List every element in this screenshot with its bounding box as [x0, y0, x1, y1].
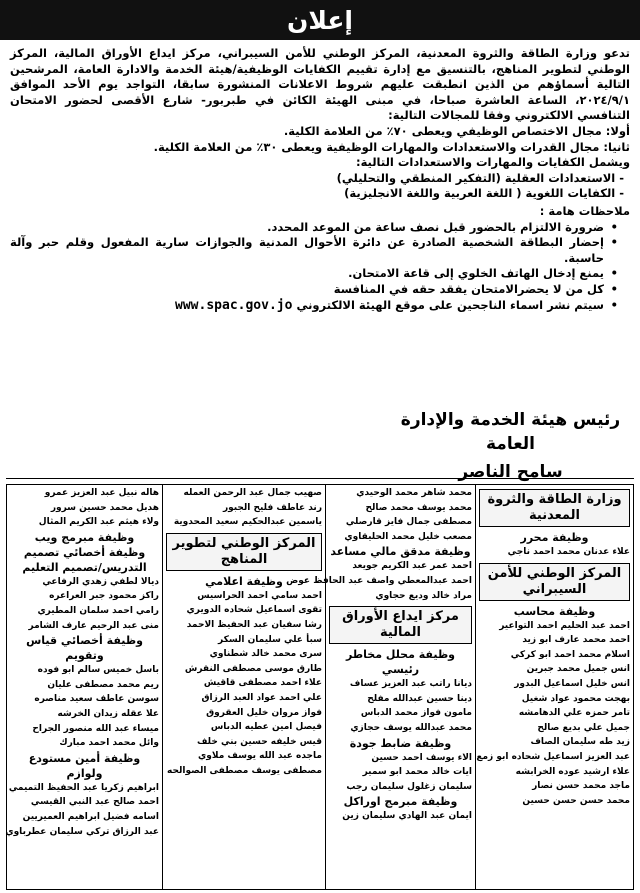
list-item: احمد عمر عبد الكريم جويعد: [352, 561, 472, 572]
list-item: علاء احمد مصطفى قاقيش: [203, 678, 322, 689]
list-item: جميل علي بديع صالح: [537, 722, 630, 733]
list-item: مامون فواز محمد الدباس: [360, 708, 472, 719]
signature-title: رئيس هيئة الخدمة والإدارة العامة: [400, 410, 621, 454]
list-item: قيس خليفه حسين بني خلف: [196, 736, 322, 747]
list-item: تامر حمزه علي الدهامشه: [518, 708, 630, 719]
list-item: ديانا راتب عبد العزيز عساف: [349, 679, 472, 690]
list-item: انس خليل اسماعيل البدور: [514, 678, 630, 689]
column-securities: [286, 485, 475, 889]
list-item: انس جميل محمد جبرين: [526, 664, 630, 675]
list-item: اسامه فضيل ابراهيم العميريين: [22, 811, 159, 822]
column-energy-cyber: [475, 485, 633, 889]
list-item: بهجت محمود عواد شغيل: [521, 693, 630, 704]
list-item: سبأ علي سليمان السكر: [218, 634, 322, 645]
list-item: ياسمين عبدالحكيم سعيد المحدوية: [173, 517, 322, 528]
list-item: منى عبد الرحيم عارف الشامر: [28, 620, 159, 631]
field-one: أولا: مجال الاختصاص الوظيفي ويعطى ٧٠٪ من العلامة الكلية.: [283, 123, 630, 138]
list-item: طارق موسى مصطفى النقرش: [184, 663, 322, 674]
announcement-body: [0, 40, 640, 313]
website-link[interactable]: www.spac.gov.jo: [175, 297, 293, 313]
intro-paragraph: تدعو وزارة الطاقة والثروة المعدنية، المركز الوطني للأمن السيبراني، مركز ايداع الأوراق المالية، المركز الوطني لتطوير المناهج، بالتنسيق مع إدارة تقييم الكفايات الوظيفية/هيئة الخدمة والادارة العامة، المرشحين التالية أسماؤهم من الذين انطبقت عليهم شروط الاعلانات المنشورة سابقا، التواجد يوم الأحد الموافق ٢٠٢٤/٩/١، الساعة العاشرة صباحا، في مبنى الهيئة الكائن في طبربور- شارع الأقصى لحضور الامتحان التنافسي الالكتروني وفقا للمجالات التالية:: [10, 46, 630, 123]
list-item: تقوى اسماعيل شحاده الدويري: [186, 605, 322, 616]
org-header-energy: وزارة الطاقة والثروة المعدنية: [479, 489, 630, 527]
title-bar: [0, 0, 640, 40]
notes-list: [10, 220, 630, 314]
job-header: وظيفة مبرمج اوراكل: [343, 795, 458, 809]
list-item: عبد الرزاق تركي سليمان عطرباوي: [5, 826, 159, 837]
list-item: رشا سفيان عبد الحفيظ الاحمد: [186, 619, 322, 630]
note-item-website: [10, 298, 604, 314]
job-header: وظيفة أمين مستودع ولوازم: [28, 751, 141, 780]
signature-name: سامح الناصر: [458, 462, 563, 482]
list-item: صهيب جمال عبد الرحمن العمله: [183, 488, 322, 498]
list-item: سوسن عاطف سعيد مناصره: [34, 694, 159, 705]
list-item: مصطفى يوسف مصطفى الصوالحه: [167, 765, 322, 776]
job-header: وظيفة مبرمج ويب: [34, 530, 135, 544]
job-header: وظيفة أخصائي تصميم التدريس/تصميم التعليم: [22, 545, 147, 574]
list-item: علاء ارشيد عوده الخرابشه: [515, 766, 630, 777]
list-item: فيصل امين عطيه الدباس: [210, 722, 322, 733]
list-item: ولاء هيثم عبد الكريم المثال: [38, 517, 159, 528]
list-item: فواز مروان خليل العقروق: [206, 707, 322, 718]
candidates-grid: [6, 484, 634, 890]
includes-line: ويشمل الكفايات والمهارات والاستعدادات التالية:: [355, 155, 630, 170]
list-item: محمد عبدالله يوسف حجازي: [350, 722, 472, 733]
list-item: علاء عدنان محمد احمد ناجي: [507, 547, 630, 557]
list-item: علا عقله زيدان الخرشه: [57, 708, 159, 719]
website-note-text: سيتم نشر اسماء الناجحين على موقع الهيئة الالكتروني: [296, 297, 604, 312]
list-item: محمد يوسف محمد صالح: [365, 502, 472, 513]
list-item: ايمان عبد الهادي سليمان زين: [342, 811, 472, 822]
list-item: وائل محمد احمد مبارك: [59, 738, 159, 749]
signature-block: [398, 408, 623, 484]
job-header: وظيفة مدقق مالي مساعد: [330, 545, 471, 559]
column-curricula-cont: [7, 485, 162, 889]
list-item: باسل خميس سالم ابو فوده: [37, 665, 159, 676]
list-item: محمد شاهر محمد الوحيدي: [356, 488, 472, 498]
list-item: مصعب خليل محمد الحليقاوي: [344, 531, 472, 542]
list-item: عبد العزيز اسماعيل شحاده ابو زمع: [476, 751, 630, 762]
column-curricula: [162, 485, 325, 889]
list-item: ايات خالد محمد ابو سمير: [362, 767, 472, 778]
list-item: محمد حسن حسن حسين: [522, 795, 630, 806]
org-header-cyber: المركز الوطني للأمن السيبراني: [479, 563, 630, 601]
list-item: احمد محمد عارف ابو زيد: [522, 635, 630, 646]
list-item: هديل محمد حسين سرور: [50, 502, 159, 513]
list-item: ماجده عبد الله يوسف ملاوي: [198, 751, 322, 762]
list-item: ديالا لطفي زهدي الرفاعي: [42, 576, 159, 587]
note-item: • إحضار البطاقة الشخصية الصادرة عن دائرة الأحوال المدنية والجوازات سارية المفعول وقلم حبر وآلة حاسبة.: [10, 235, 604, 266]
list-item: زيد طه سليمان الصاف: [530, 737, 630, 748]
note-item: • كل من لا يحضرالامتحان يفقد حقه في المنافسة: [10, 282, 604, 298]
list-item: رامي احمد سلمان المطيري: [37, 605, 159, 616]
org-header-curricula: المركز الوطني لتطوير المناهج: [166, 533, 322, 571]
list-item: احمد عبد الحليم احمد التواعير: [499, 620, 630, 631]
list-item: ميساء عبد الله منصور الجراح: [32, 723, 159, 734]
job-header: وظيفة أخصائي قياس وتقويم: [26, 634, 143, 663]
list-item: ريم محمد مصطفى عليان: [47, 679, 159, 690]
item-one: - الاستعدادات العقلية (التفكير المنطقي والتحليلي): [336, 170, 624, 185]
list-item: سرى محمد خالد شطناوي: [209, 649, 322, 660]
note-item: • يمنع إدخال الهاتف الخلوي إلى قاعة الامتحان.: [10, 266, 604, 282]
page-title: إعلان: [287, 5, 353, 35]
job-header: وظيفة اعلامي: [205, 574, 283, 588]
list-item: احمد عبدالمعطي واصف عبد الحافظ عوض: [286, 575, 472, 586]
list-item: رند عاطف فليح الجبور: [222, 502, 322, 513]
list-item: سليمان زغلول سليمان رجب: [346, 781, 472, 792]
list-item: راكز محمود جبر العراعره: [49, 591, 159, 602]
job-header: وظيفة ضابط جودة: [349, 736, 452, 750]
item-two: - الكفايات اللغوية ( اللغة العربية واللغة الانجليزية): [344, 186, 624, 201]
notes-title: ملاحظات هامة :: [539, 203, 630, 218]
org-header-securities: مركز ايداع الأوراق المالية: [329, 606, 472, 644]
note-item: • ضرورة الالتزام بالحضور قبل نصف ساعة من الموعد المحدد.: [10, 220, 604, 236]
field-two: ثانيا: مجال القدرات والاستعدادات والمهارات الوظيفية ويعطى ٣٠٪ من العلامة الكلية.: [153, 139, 630, 154]
job-header: وظيفة محلل مخاطر رئيسي: [345, 648, 456, 677]
list-item: هاله نبيل عبد العزيز عمرو: [44, 488, 159, 498]
list-item: مراد خالد وديع حجاوي: [375, 590, 472, 601]
list-item: مصطفى جمال فايز قارصلي: [345, 517, 472, 528]
list-item: ابراهيم زكريا عبد الحفيظ التميمي: [8, 782, 159, 793]
list-item: احمد سامي احمد الحراسيس: [197, 590, 322, 601]
list-item: ماجد محمد حسن نصار: [532, 781, 630, 792]
list-item: دينا حسين عبدالله مفلح: [367, 693, 472, 704]
job-header: وظيفة محاسب: [513, 604, 596, 618]
list-item: احمد صالح عبد النبي القيسي: [30, 797, 159, 808]
job-header: وظيفة محرر: [520, 531, 589, 544]
list-item: علي احمد عواد العبد الرزاق: [201, 692, 322, 703]
list-item: اسلام محمد احمد ابو كركي: [510, 649, 630, 660]
divider: [6, 478, 634, 479]
list-item: الاء يوسف احمد حسين: [371, 752, 472, 763]
